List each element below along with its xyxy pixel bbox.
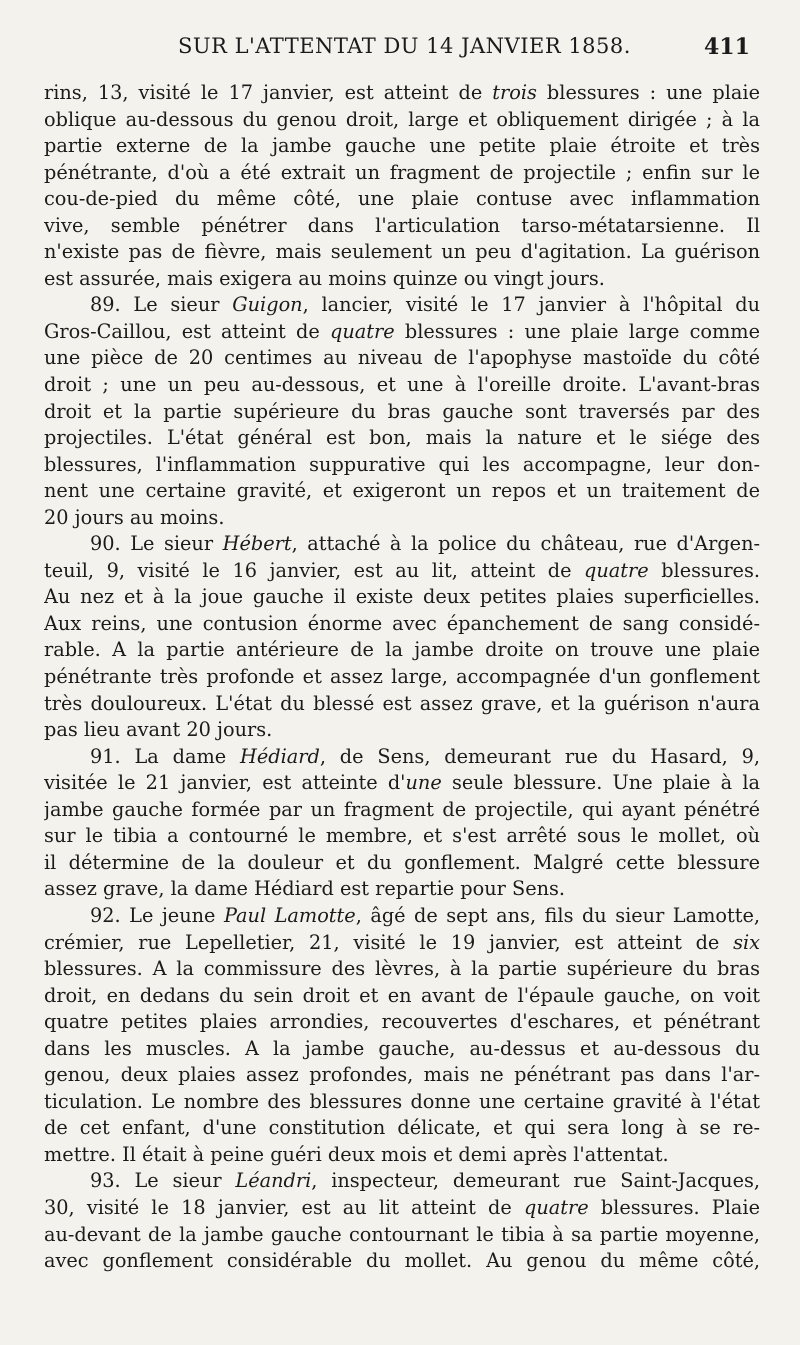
text-line: Au nez et à la joue gauche il existe deux petites plaies superficielles. xyxy=(44,585,760,609)
text-line: projectiles. L'état général est bon, mais la nature et le siége des xyxy=(44,426,760,450)
emphasized-word: quatre xyxy=(330,319,395,343)
page-number: 411 xyxy=(704,34,750,60)
text-line: visitée le 21 janvier, est atteinte d'une seule blessure. Une plaie à la xyxy=(44,771,760,795)
text-line: cou-de-pied du même côté, une plaie contuse avec inflammation xyxy=(44,187,760,211)
text-line: droit ; une un peu au-dessous, et une à l'oreille droite. L'avant-bras xyxy=(44,373,760,397)
text-line: blessures, l'inflammation suppurative qui les accompagne, leur don- xyxy=(44,452,760,476)
text-line: crémier, rue Lepelletier, 21, visité le 19 janvier, est atteint de six xyxy=(44,930,760,954)
text-line: au-devant de la jambe gauche contournant le tibia à sa partie moyenne, xyxy=(44,1222,760,1246)
text-line: sur le tibia a contourné le membre, et s'est arrêté sous le mollet, où xyxy=(44,824,760,848)
text-line: 30, visité le 18 janvier, est au lit atteint de quatre blessures. Plaie xyxy=(44,1195,760,1219)
text-line: Gros-Caillou, est atteint de quatre blessures : une plaie large comme xyxy=(44,319,760,343)
emphasized-word: quatre xyxy=(524,1195,589,1219)
text-line: partie externe de la jambe gauche une petite plaie étroite et très xyxy=(44,134,760,158)
text-line: Aux reins, une contusion énorme avec épanchement de sang considé- xyxy=(44,611,760,635)
text-line: droit et la partie supérieure du bras gauche sont traversés par des xyxy=(44,399,760,423)
text-line: n'existe pas de fièvre, mais seulement un peu d'agitation. La guérison xyxy=(44,240,760,264)
text-line: pénétrante très profonde et assez large, accompagnée d'un gonflement xyxy=(44,665,760,689)
text-line: de cet enfant, d'une constitution délicate, et qui sera long à se re- xyxy=(44,1116,760,1140)
emphasized-word: trois xyxy=(492,81,537,104)
text-line: genou, deux plaies assez profondes, mais ne pénétrant pas dans l'ar- xyxy=(44,1063,760,1087)
text-line: pas lieu avant 20 jours. xyxy=(44,718,273,742)
text-line: est assurée, mais exigera au moins quinze ou vingt jours. xyxy=(44,266,605,290)
text-line: dans les muscles. A la jambe gauche, au-dessus et au-dessous du xyxy=(44,1036,760,1060)
paragraph-first-line: 93. Le sieur Léandri, inspecteur, demeurant rue Saint-Jacques, xyxy=(90,1169,760,1193)
text-line: très douloureux. L'état du blessé est assez grave, et la guérison n'aura xyxy=(44,691,760,715)
text-line: avec gonflement considérable du mollet. Au genou du même côté, xyxy=(44,1249,760,1273)
text-line: 20 jours au moins. xyxy=(44,505,225,529)
text-line: vive, semble pénétrer dans l'articulation tarso-métatarsienne. Il xyxy=(44,213,760,237)
paragraph-first-line: 90. Le sieur Hébert, attaché à la police du château, rue d'Argen- xyxy=(90,532,760,556)
text-line: blessures. A la commissure des lèvres, à la partie supérieure du bras xyxy=(44,957,760,981)
text-line: oblique au-dessous du genou droit, large et obliquement dirigée ; à la xyxy=(44,107,760,131)
text-line: une pièce de 20 centimes au niveau de l'apophyse mastoïde du côté xyxy=(44,346,760,370)
text-line: nent une certaine gravité, et exigeront un repos et un traitement de xyxy=(44,479,760,503)
text-line: teuil, 9, visité le 16 janvier, est au lit, atteint de quatre blessures. xyxy=(44,558,760,582)
text-line: jambe gauche formée par un fragment de projectile, qui ayant pénétré xyxy=(44,797,760,821)
emphasized-word: quatre xyxy=(584,558,649,582)
page-header xyxy=(0,34,800,70)
text-line: droit, en dedans du sein droit et en avant de l'épaule gauche, on voit xyxy=(44,983,760,1007)
emphasized-word: six xyxy=(733,930,760,954)
text-line: rable. A la partie antérieure de la jambe droite on trouve une plaie xyxy=(44,638,760,662)
emphasized-word: Hédiard xyxy=(240,744,320,768)
text-line: assez grave, la dame Hédiard est repartie pour Sens. xyxy=(44,877,566,901)
emphasized-word: Paul Lamotte xyxy=(223,903,356,927)
paragraph-first-line: 91. La dame Hédiard, de Sens, demeurant rue du Hasard, 9, xyxy=(90,744,760,768)
body-text xyxy=(44,80,760,1275)
text-line: ticulation. Le nombre des blessures donne une certaine gravité à l'état xyxy=(44,1089,760,1113)
text-line: quatre petites plaies arrondies, recouvertes d'eschares, et pénétrant xyxy=(44,1010,760,1034)
emphasized-word: Guigon xyxy=(232,293,303,317)
emphasized-word: Hébert xyxy=(222,532,292,556)
running-title: SUR L'ATTENTAT DU 14 JANVIER 1858. xyxy=(178,34,631,58)
paragraph-first-line: 92. Le jeune Paul Lamotte, âgé de sept ans, fils du sieur Lamotte, xyxy=(90,903,760,927)
paragraph-first-line: 89. Le sieur Guigon, lancier, visité le 17 janvier à l'hôpital du xyxy=(90,293,760,317)
text-line: mettre. Il était à peine guéri deux mois et demi après l'attentat. xyxy=(44,1142,669,1166)
emphasized-word: une xyxy=(405,771,442,795)
text-line: il détermine de la douleur et du gonflement. Malgré cette blessure xyxy=(44,850,760,874)
text-line: rins, 13, visité le 17 janvier, est atteint de trois blessures : une plaie xyxy=(44,81,760,104)
text-line: pénétrante, d'où a été extrait un fragment de projectile ; enfin sur le xyxy=(44,160,760,184)
emphasized-word: Léandri xyxy=(235,1169,312,1193)
